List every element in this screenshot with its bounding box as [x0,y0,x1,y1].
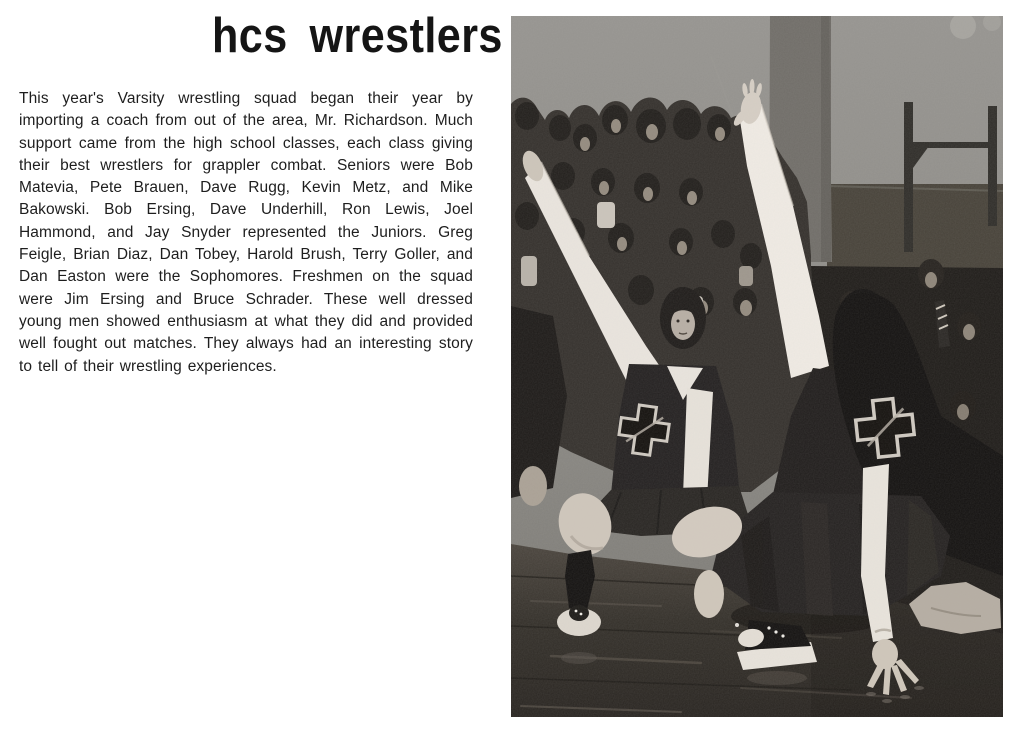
cheerleaders-photo [511,16,1003,717]
page-title: hcs wrestlers [212,9,503,63]
film-grain-overlay [511,16,1003,717]
article-text: This year's Varsity wrestling squad began their year by importing a coach from out of the area, Mr. Richardson. Much support came from the high school classes, each class giving their best wrestlers for grappler combat. Seniors were Bob Matevia, Pete Brauen, Dave Rugg, Kevin Metz, and Mike Bakowski. Bob Ersing, Dave Underhill, Ron Lewis, Joel Hammond, and Jay Snyder represented the Juniors. Greg Feigle, Brian Diaz, Dan Tobey, Harold Brush, Terry Goller, and Dan Easton were the Sophomores. Freshmen on the squad were Jim Ersing and Bruce Schrader. These well dressed young men showed enthusiasm at what they did and provided well fought out matches. They always had an interesting story to tell of their wrestling experiences. [19,90,473,375]
photo-frame [511,16,1003,717]
